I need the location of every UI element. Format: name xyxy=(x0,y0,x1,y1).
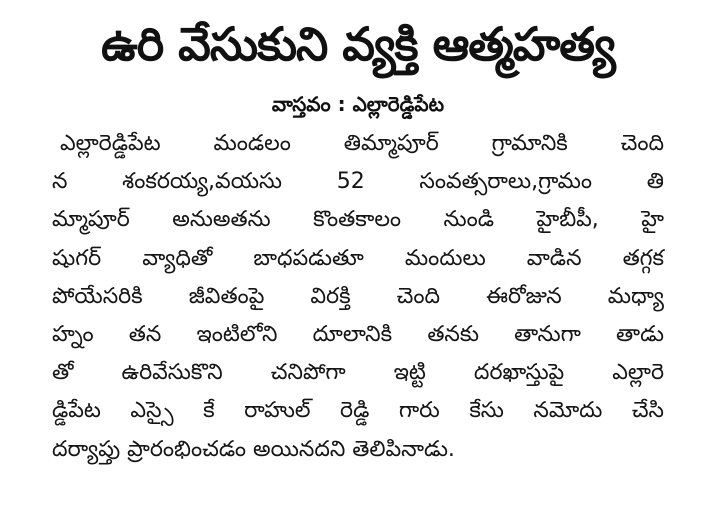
body-line: పోయేసరికి జీవితంపై విరక్తి చెంది ఈరోజున మధ్యా xyxy=(52,283,664,309)
body-line: హ్నం తన ఇంటిలోని దూలానికి తనకు తానుగా తాడు xyxy=(52,321,664,347)
dateline: వాస్తవం : ఎల్లారెడ్డిపేట xyxy=(271,92,445,116)
body-line: డ్డిపేట ఎస్సై కే రాహుల్ రెడ్డి గారు కేసు నమోదు చేసి xyxy=(52,398,664,424)
body-line: దర్యాప్తు ప్రారంభించడం అయినదని తెలిపినాడు. xyxy=(52,436,455,462)
headline: ఉరి వేసుకుని వ్యక్తి ఆత్మహత్య xyxy=(101,17,615,71)
body-line: న శంకరయ్య,వయసు 52 సంవత్సరాలు,గ్రామం తి xyxy=(52,169,664,195)
article-body xyxy=(52,125,664,469)
body-line: షుగర్ వ్యాధితో బాధపడుతూ మందులు వాడిన తగ్గక xyxy=(52,245,664,271)
body-line: తో ఉరివేసుకొని చనిపోగా ఇట్టి దరఖాస్తుపై ఎల్లారె xyxy=(52,360,664,386)
body-line: ఎల్లారెడ్డిపేట మండలం తిమ్మాపూర్ గ్రామానికి చెంది xyxy=(60,131,664,156)
body-line: మ్మాపూర్ అనుఅతను కొంతకాలం నుండి హైబీపీ, హై xyxy=(52,207,664,233)
